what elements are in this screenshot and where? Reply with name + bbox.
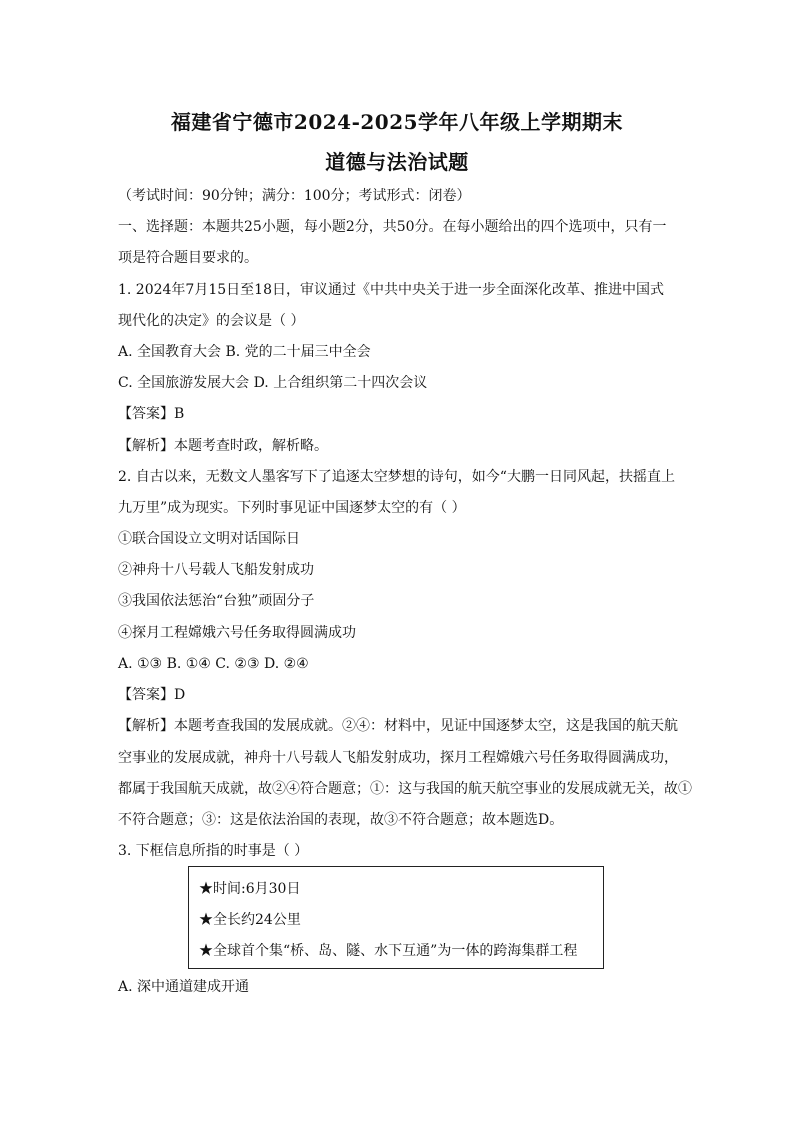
q1-analysis: 【解析】本题考查时政，解析略。 bbox=[118, 438, 328, 454]
q2-answer: 【答案】D bbox=[118, 687, 186, 703]
exam-info: （考试时间：90分钟；满分：100分；考试形式：闭卷） bbox=[118, 188, 471, 204]
q1-stem-line-2: 现代化的决定》的会议是（ ） bbox=[118, 313, 305, 329]
q2-options: A. ①③ B. ①④ C. ②③ D. ②④ bbox=[118, 656, 309, 672]
q1-answer: 【答案】B bbox=[118, 406, 185, 422]
q2-item-1: ①联合国设立文明对话国际日 bbox=[118, 531, 300, 547]
q2-analysis-line-4: 不符合题意；③：这是依法治国的表现，故③不符合题意；故本题选D。 bbox=[118, 812, 564, 828]
q2-item-2: ②神舟十八号载人飞船发射成功 bbox=[118, 562, 314, 578]
q1-options-line-2: C. 全国旅游发展大会 D. 上合组织第二十四次会议 bbox=[118, 375, 428, 391]
document-title-line-1: 福建省宁德市2024-2025学年八年级上学期期末 bbox=[170, 110, 624, 134]
section-instructions-line-1: 一、选择题：本题共25小题，每小题2分，共50分。在每小题给出的四个选项中，只有一 bbox=[118, 219, 667, 235]
section-instructions-line-2: 项是符合题目要求的。 bbox=[118, 250, 258, 266]
q3-info-box bbox=[188, 866, 604, 969]
q3-stem: 3. 下框信息所指的时事是（ ） bbox=[118, 843, 309, 859]
document-title-line-2: 道德与法治试题 bbox=[325, 150, 469, 174]
q2-stem-line-1: 2. 自古以来，无数文人墨客写下了追逐太空梦想的诗句，如今“大鹏一日同风起，扶摇直上 bbox=[118, 469, 675, 485]
q2-analysis-line-2: 空事业的发展成就，神舟十八号载人飞船发射成功，探月工程嫦娥六号任务取得圆满成功， bbox=[118, 750, 678, 766]
q2-stem-line-2: 九万里”成为现实。下列时事见证中国逐梦太空的有（ ） bbox=[118, 500, 466, 516]
q2-item-4: ④探月工程嫦娥六号任务取得圆满成功 bbox=[118, 625, 356, 641]
q1-options-line-1: A. 全国教育大会 B. 党的二十届三中全会 bbox=[118, 344, 371, 360]
q1-stem-line-1: 1. 2024年7月15日至18日，审议通过《中共中央关于进一步全面深化改革、推进中国式 bbox=[118, 282, 664, 298]
q2-analysis-line-3: 都属于我国航天成就，故②④符合题意；①：这与我国的航天航空事业的发展成就无关，故① bbox=[118, 781, 692, 797]
q2-item-3: ③我国依法惩治“台独”顽固分子 bbox=[118, 593, 315, 609]
q3-box-line-3: ★全球首个集“桥、岛、隧、水下互通”为一体的跨海集群工程 bbox=[199, 943, 578, 959]
q3-option-a: A. 深中通道建成开通 bbox=[118, 979, 250, 995]
q2-analysis-line-1: 【解析】本题考查我国的发展成就。②④：材料中，见证中国逐梦太空，这是我国的航天航 bbox=[118, 718, 678, 734]
q3-box-line-1: ★时间:6月30日 bbox=[199, 881, 301, 897]
q3-box-line-2: ★全长约24公里 bbox=[199, 912, 301, 928]
